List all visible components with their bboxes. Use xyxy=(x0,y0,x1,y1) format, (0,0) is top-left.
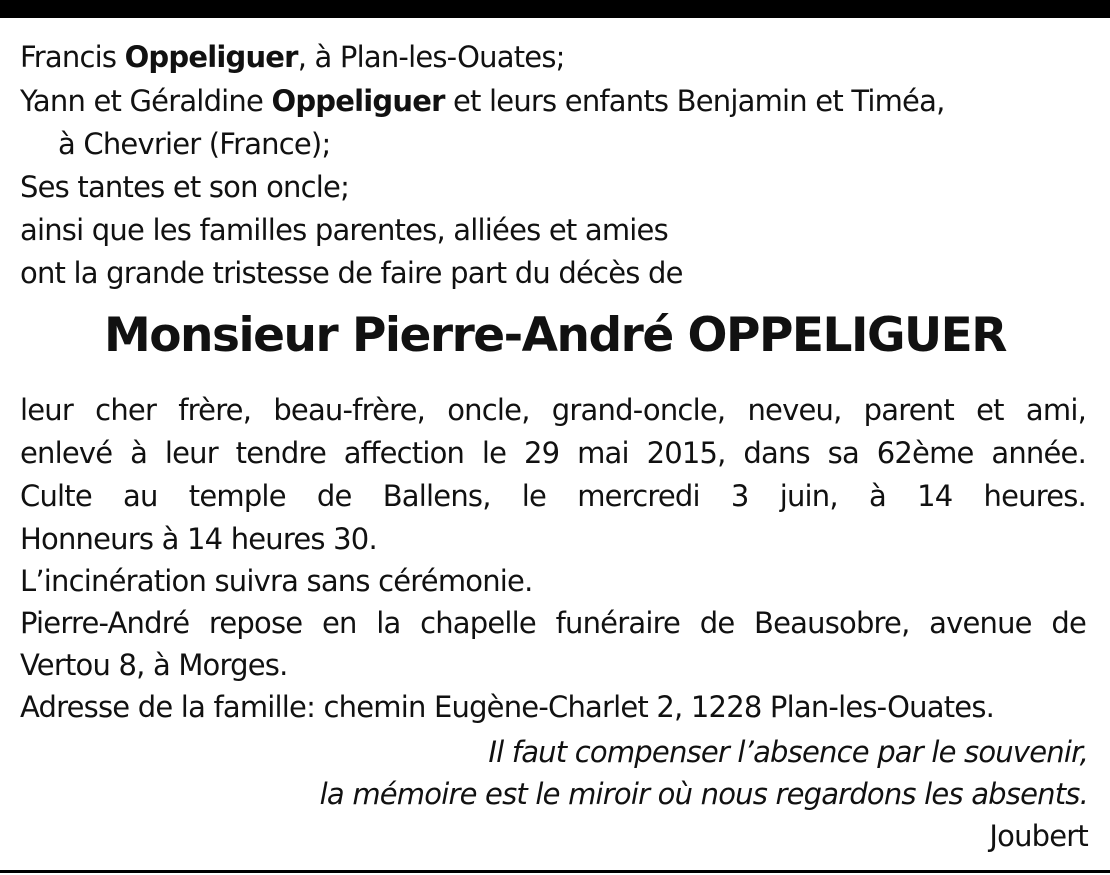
body-line-relations: leur cher frère, beau-frère, oncle, grand-oncle, neveu, parent et ami, xyxy=(20,393,1086,427)
announcer-line-yann xyxy=(20,84,1086,118)
body-line-adresse: Adresse de la famille: chemin Eugène-Charlet 2, 1228 Plan-les-Ouates. xyxy=(20,690,995,724)
announcer-line-tantes: Ses tantes et son oncle; xyxy=(20,170,350,204)
body-line-incineration: L’incinération suivra sans cérémonie. xyxy=(20,564,533,598)
announcer-text: Yann et Géraldine xyxy=(20,84,272,118)
body-line-death-date: enlevé à leur tendre affection le 29 mai 2015, dans sa 62ème année. xyxy=(20,436,1086,470)
announcer-text: , à Plan-les-Ouates; xyxy=(297,40,565,74)
body-line-chapelle: Pierre-André repose en la chapelle funéraire de Beausobre, avenue de xyxy=(20,606,1086,640)
bottom-rule xyxy=(0,870,1110,873)
body-line-honneurs: Honneurs à 14 heures 30. xyxy=(20,522,377,556)
deceased-name: Monsieur Pierre-André OPPELIGUER xyxy=(104,308,1006,363)
top-rule xyxy=(0,0,1110,18)
surname: Oppeliguer xyxy=(124,40,298,74)
announcer-text: et leurs enfants Benjamin et Timéa, xyxy=(444,84,945,118)
surname: Oppeliguer xyxy=(271,84,445,118)
body-line-vertou: Vertou 8, à Morges. xyxy=(20,648,288,682)
body-line-culte: Culte au temple de Ballens, le mercredi 3 juin, à 14 heures. xyxy=(20,479,1086,513)
announcer-line-francis xyxy=(20,40,1086,74)
quote-line-1: Il faut compenser l’absence par le souvenir, xyxy=(488,735,1088,769)
announcer-line-chevrier: à Chevrier (France); xyxy=(58,127,331,161)
announcer-line-tristesse: ont la grande tristesse de faire part du décès de xyxy=(20,256,683,290)
announcer-line-familles: ainsi que les familles parentes, alliées et amies xyxy=(20,213,668,247)
announcer-text: Francis xyxy=(20,40,125,74)
quote-author: Joubert xyxy=(989,819,1088,853)
quote-line-2: la mémoire est le miroir où nous regardons les absents. xyxy=(319,777,1088,811)
